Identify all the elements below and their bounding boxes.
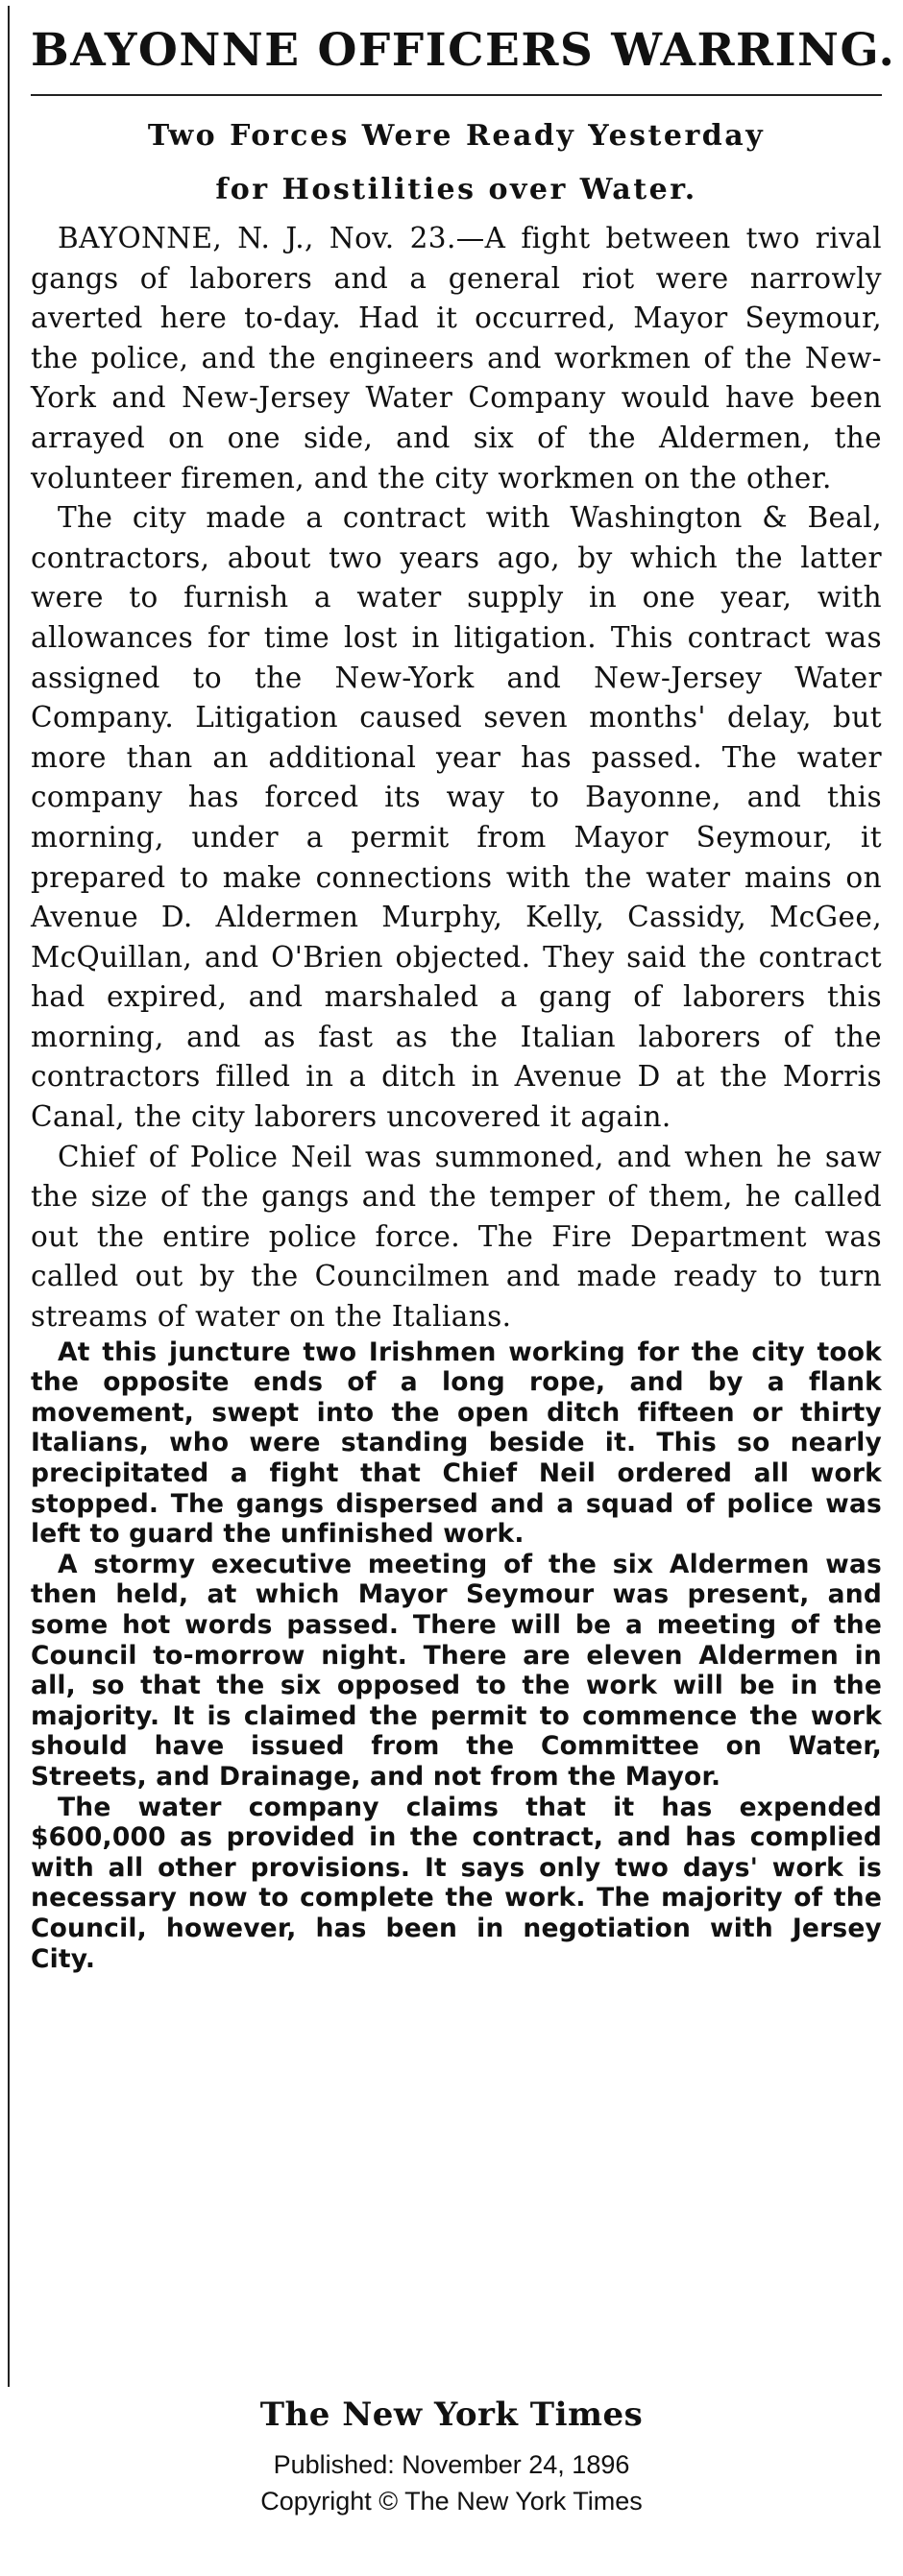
nyt-masthead-logo: The New York Times [259, 2395, 644, 2434]
article-paragraph-4: At this juncture two Irishmen working for the city took the opposite ends of a long rope, and by a flank movement, swept into the open ditch fifteen or thirty Italians, who were standing beside it. This so nearly precipitated a fight that Chief Neil ordered all work stopped. The gangs dispersed and a squad of police was left to guard the unfinished work. [31, 1336, 882, 1550]
article-paragraph-3: Chief of Police Neil was summoned, and when he saw the size of the gangs and the temper of them, he called out the entire police force. The Fire Department was called out by the Councilmen and made ready to turn streams of water on the Italians. [31, 1140, 882, 1334]
article-paragraph-1: BAYONNE, N. J., Nov. 23.—A fight between two rival gangs of laborers and a general riot were narrowly averted here to-day. Had it occurred, Mayor Seymour, the police, and the engineers and workmen of the New-York and New-Jersey Water Company would have been arrayed on one side, and six of the Aldermen, the volunteer firemen, and the city workmen on the other. [31, 222, 882, 494]
headline-divider [31, 94, 882, 96]
article-paragraph-5: A stormy executive meeting of the six Aldermen was then held, at which Mayor Seymour was present, and some hot words passed. There will be a meeting of the Council to-morrow night. There are eleven Aldermen in all, so that the six opposed to the work will be in the majority. It is claimed the permit to commence the work should have issued from the Committee on Water, Streets, and Drainage, and not from the Mayor. [31, 1549, 882, 1792]
article-headline: BAYONNE OFFICERS WARRING. [31, 24, 896, 77]
article-subhead-line-2: for Hostilities over Water. [215, 173, 697, 206]
article-body [31, 219, 882, 1974]
published-date: Published: November 24, 1896 [273, 2450, 630, 2479]
article-paragraph-2: The city made a contract with Washington & Beal, contractors, about two years ago, by which the latter were to furnish a water supply in one year, with allowances for time lost in litigation. This contract was assigned to the New-York and New-Jersey Water Company. Litigation caused seven months' delay, but more than an additional year has passed. The water company has forced its way to Bayonne, and this morning, under a permit from Mayor Seymour, it prepared to make connections with the water mains on Avenue D. Aldermen Murphy, Kelly, Cassidy, McGee, McQuillan, and O'Brien objected. They said the contract had expired, and marshaled a gang of laborers this morning, and as fast as the Italian laborers of the contractors filled in a ditch in Avenue D at the Morris Canal, the city laborers uncovered it again. [31, 501, 882, 1134]
page-footer [0, 2391, 903, 2519]
article-clipping [8, 6, 896, 2387]
copyright-notice: Copyright © The New York Times [260, 2487, 643, 2516]
article-paragraph-6: The water company claims that it has expended $600,000 as provided in the contract, and has complied with all other provisions. It says only two days' work is necessary now to complete the work. The majority of the Council, however, has been in negotiation with Jersey City. [31, 1792, 882, 1974]
article-subhead-line-1: Two Forces Were Ready Yesterday [147, 119, 766, 153]
